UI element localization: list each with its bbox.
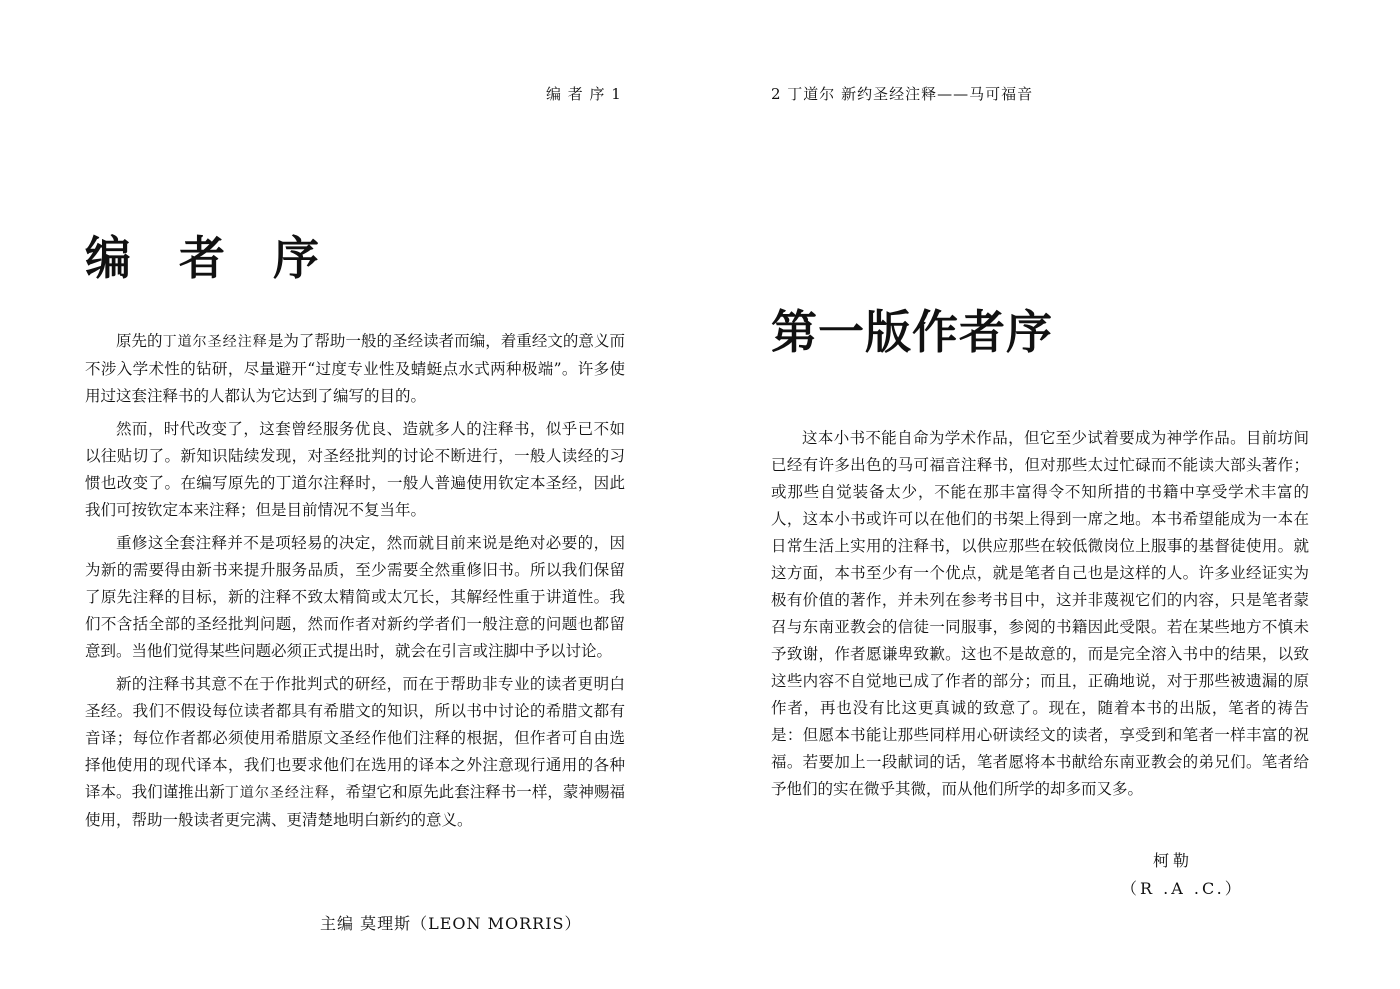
left-page-title: 编 者 序 (85, 231, 336, 285)
right-paragraph-1: 这本小书不能自命为学术作品，但它至少试着要成为神学作品。目前坊间已经有许多出色的马可福音注释书，但对那些太过忙碌而不能读大部头著作；或那些自觉装备太少，不能在那丰富得令不知所措的书籍中享受学术丰富的人，这本小书或许可以在他们的书架上得到一席之地。本书希望能成为一本在日常生活上实用的注释书，以供应那些在较低微岗位上服事的基督徒使用。就这方面，本书至少有一个优点，就是笔者自己也是这样的人。许多业经证实为极有价值的著作，并未列在参考书目中，这并非蔑视它们的内容，只是笔者蒙召与东南亚教会的信徒一同服事，参阅的书籍因此受限。若在某些地方不慎未予致谢，作者愿谦卑致歉。这也不是故意的，而是完全溶入书中的结果，以致这些内容不自觉地已成了作者的部分；而且，正确地说，对于那些被遗漏的原作者，再也没有比这更真诚的致意了。现在，随着本书的出版，笔者的祷告是：但愿本书能让那些同样用心研读经文的读者，享受到和笔者一样丰富的祝福。若要加上一段献词的话，笔者愿将本书献给东南亚教会的弟兄们。笔者给予他们的实在微乎其微，而从他们所学的却多而又多。 (771, 429, 1309, 798)
right-body-text (771, 425, 1309, 803)
right-running-head: 2 丁道尔 新约圣经注释——马可福音 (771, 85, 1034, 103)
paragraph-text: 是为了帮助一般的圣经读者而编，着重经文的意义而不涉入学术性的钻研，尽量避开“过度专业性及蜻蜓点水式两种极端”。许多使用过这套注释书的人都认为它达到了编写的目的。 (85, 332, 625, 405)
editor-signature: 主编 莫理斯（LEON MORRIS） (320, 914, 582, 933)
left-running-head: 编 者 序 1 (546, 85, 622, 103)
author-signature-initials: （R .A .C.） (1121, 879, 1244, 898)
left-paragraph-4 (85, 671, 625, 834)
book-series-name: 丁道尔圣经注释 (162, 334, 268, 350)
book-series-name: 丁道尔圣经注释 (224, 785, 330, 801)
right-page-title: 第一版作者序 (771, 305, 1053, 359)
author-signature-name: 柯勒 (1153, 851, 1194, 870)
left-paragraph-2: 然而，时代改变了，这套曾经服务优良、造就多人的注释书，似乎已不如以往贴切了。新知识陆续发现，对圣经批判的讨论不断进行，一般人读经的习惯也改变了。在编写原先的丁道尔注释时，一般人普遍使用钦定本圣经，因此我们可按钦定本来注释；但是目前情况不复当年。 (85, 420, 625, 519)
paragraph-prefix: 新的注释书其意不在于作批判式的研经，而在于帮助非专业的读者更明白圣经。我们不假设每位读者都具有希腊文的知识，所以书中讨论的希腊文都有音译；每位作者都必须使用希腊原文圣经作他们注释的根据，但作者可自由选择他使用的现代译本，我们也要求他们在选用的译本之外注意现行通用的各种译本。我们谨推出新 (85, 675, 625, 801)
left-body-text (85, 328, 625, 840)
left-paragraph-3: 重修这全套注释并不是项轻易的决定，然而就目前来说是绝对必要的，因为新的需要得由新书来提升服务品质，至少需要全然重修旧书。所以我们保留了原先注释的目标，新的注释不致太精简或太冗长，其解经性重于讲道性。我们不含括全部的圣经批判问题，然而作者对新约学者们一般注意的问题也都留意到。当他们觉得某些问题必须正式提出时，就会在引言或注脚中予以讨论。 (85, 534, 625, 660)
left-paragraph-1 (85, 328, 625, 410)
paragraph-text: ，希望它和原先此套注释书一样，蒙神赐福使用，帮助一般读者更完满、更清楚地明白新约的意义。 (85, 783, 625, 829)
paragraph-prefix: 原先的 (116, 332, 163, 350)
right-page (700, 0, 1400, 989)
